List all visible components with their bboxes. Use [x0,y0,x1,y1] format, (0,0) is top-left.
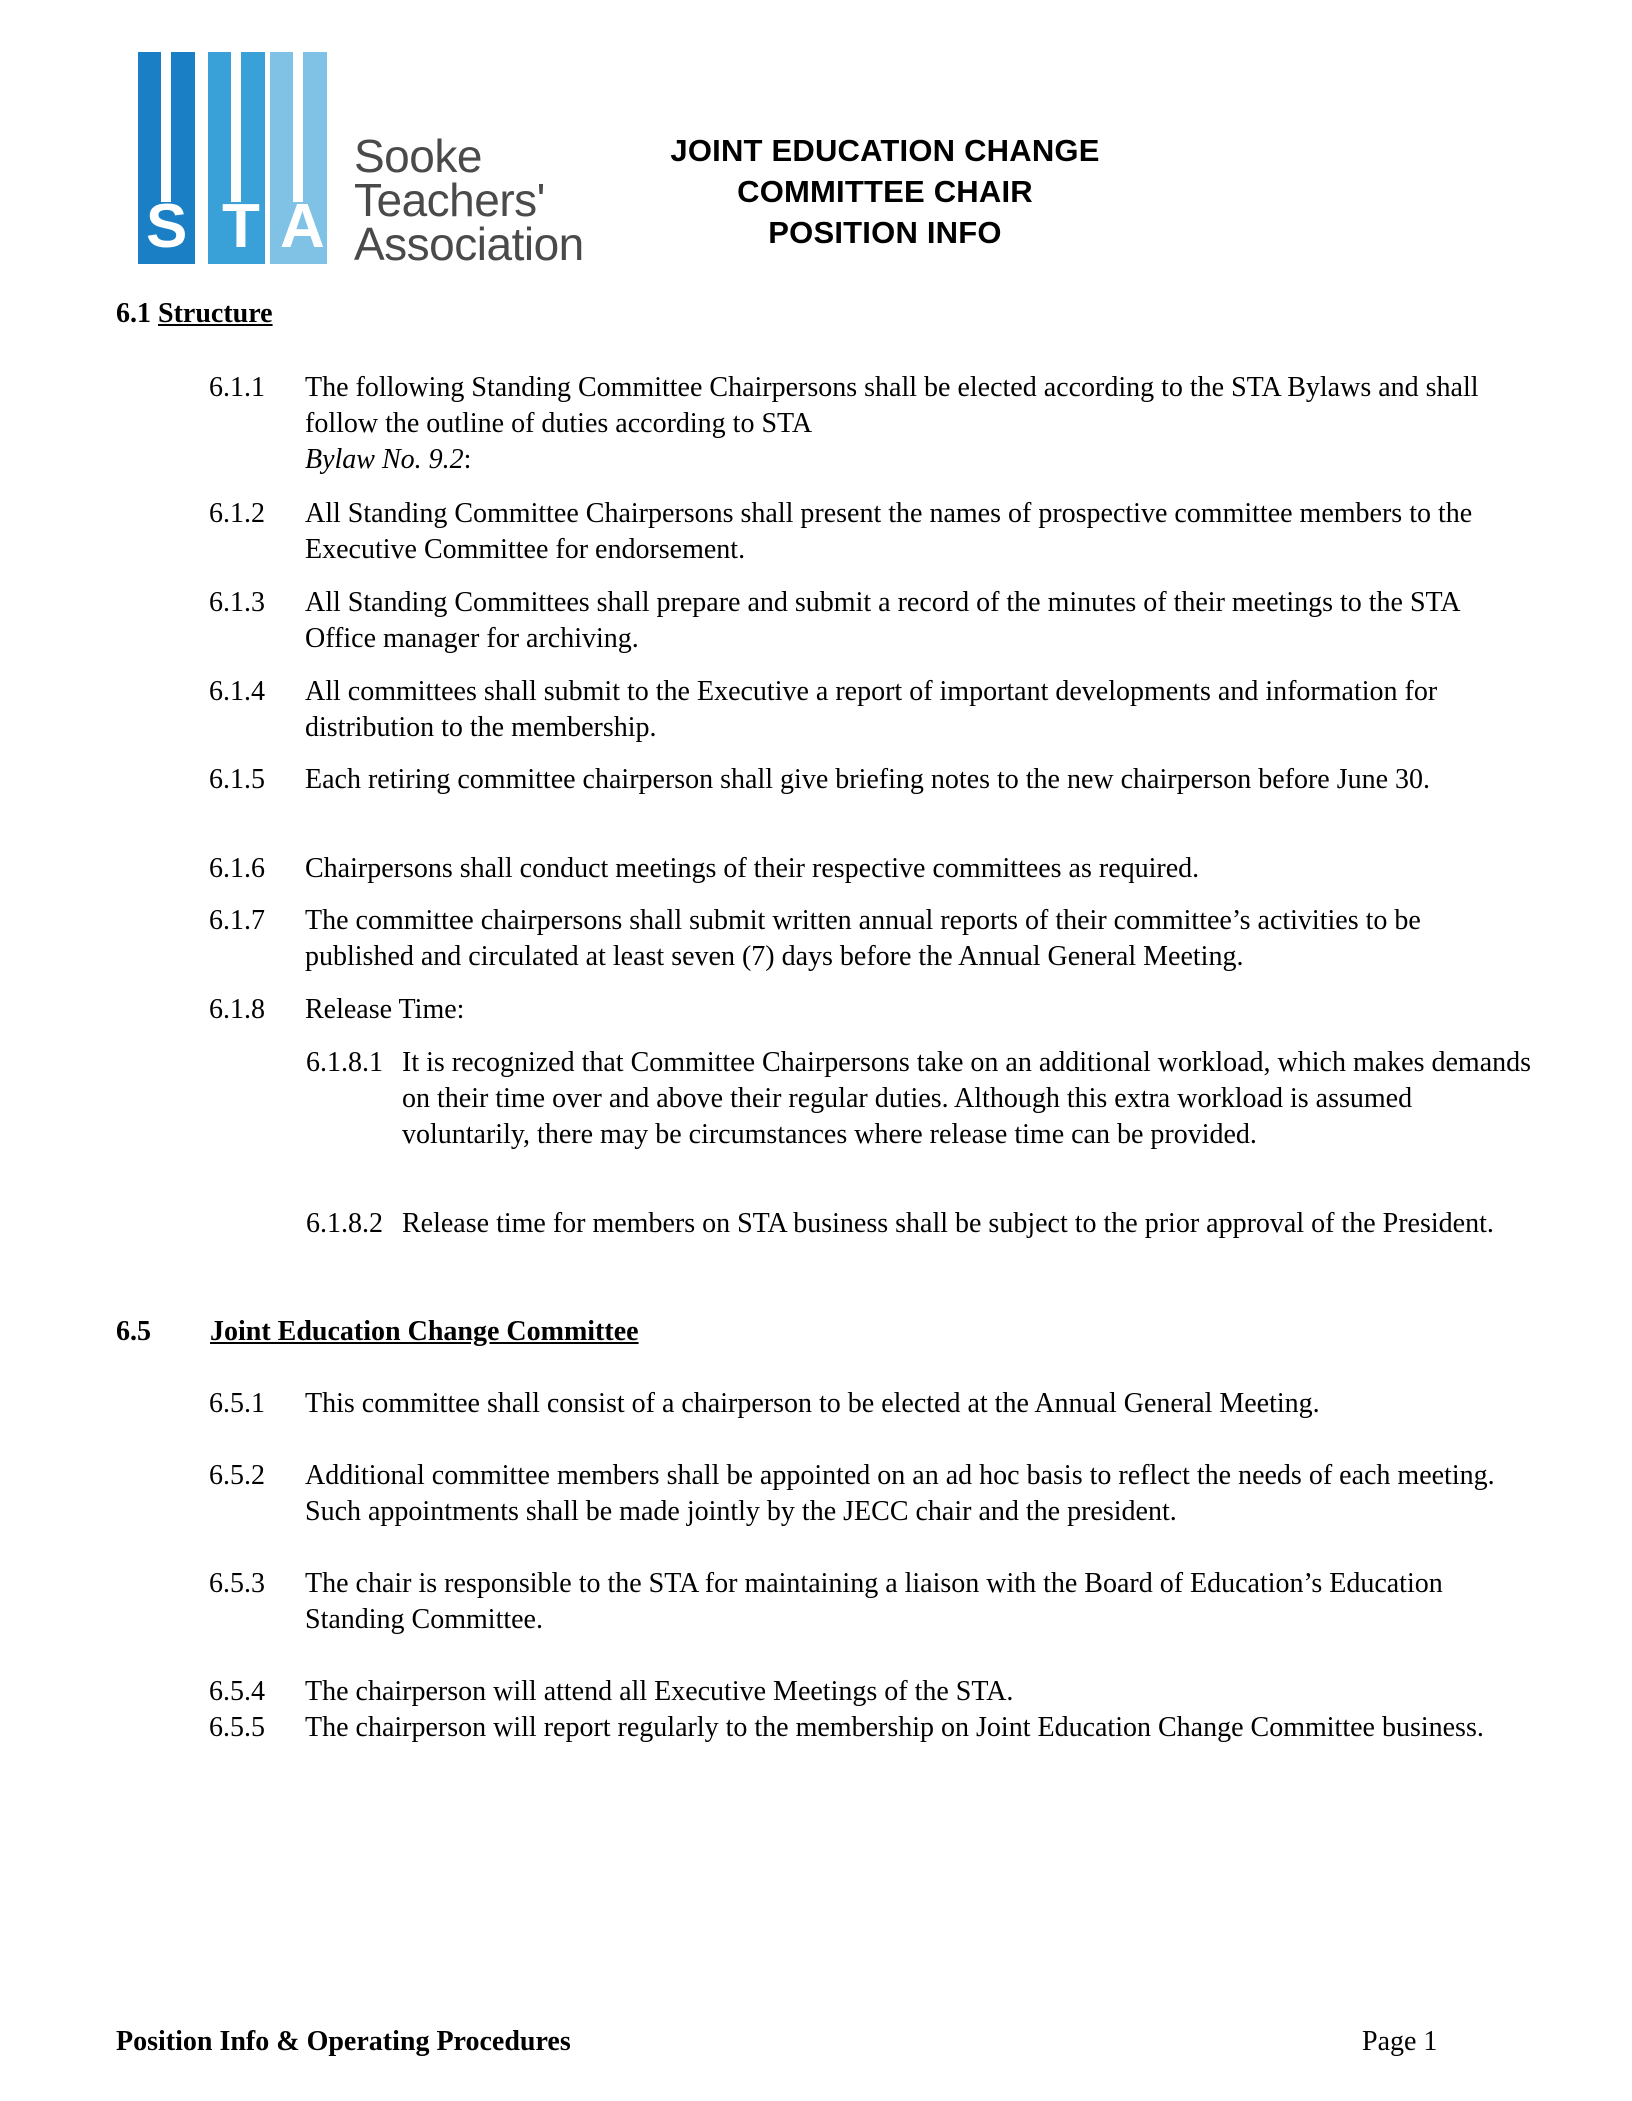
clause-number: 6.1.1 [209,372,265,403]
title-line: COMMITTEE CHAIR [737,174,1033,209]
subclause-number: 6.1.8.2 [306,1208,383,1239]
clause-number: 6.5.4 [209,1676,265,1707]
clause-text: All committees shall submit to the Executive a report of important developments and information for distribution to the membership. [305,676,1438,743]
logo-letter-s: S [146,192,188,261]
clause-item [209,992,1529,1028]
clause-number: 6.1.4 [209,676,265,707]
footer-document-name: Position Info & Operating Procedures [116,2026,571,2057]
clause-text-main: The following Standing Committee Chairpersons shall be elected according to the STA Bylaws and shall follow the outline of duties according to STA [305,372,1479,439]
clause-item [209,1674,1529,1710]
clause-item [209,496,1529,568]
section-number: 6.5 [116,1316,151,1347]
clause-item [209,674,1529,746]
clause-text: The committee chairpersons shall submit written annual reports of their committee’s activities to be published and circulated at least seven (7) days before the Annual General Meeting. [305,905,1421,972]
clause-number: 6.5.1 [209,1388,265,1419]
clause-number: 6.1.6 [209,853,265,884]
clause-text: Each retiring committee chairperson shall give briefing notes to the new chairperson before June 30. [305,764,1431,795]
clause-text: Additional committee members shall be appointed on an ad hoc basis to reflect the needs of each meeting. Such appointments shall be made jointly by the JECC chair and the president. [305,1460,1495,1527]
clause-text [305,370,1529,478]
clause-item [209,1386,1529,1422]
logo-stripe [231,52,241,202]
clause-item [209,370,1529,478]
section-number: 6.1 [116,298,151,329]
clause-text: The chairperson will report regularly to the membership on Joint Education Change Committee business. [305,1712,1484,1743]
clause-text: All Standing Committees shall prepare and submit a record of the minutes of their meetings to the STA Office manager for archiving. [305,587,1460,654]
section-title: Structure [158,298,273,329]
section-title: Joint Education Change Committee [210,1316,639,1347]
logo-org-line: Association [354,218,584,270]
logo-stripe [161,52,171,202]
logo-letters [138,190,328,264]
sta-logo [138,52,588,272]
subclause-text: Release time for members on STA business shall be subject to the prior approval of the President. [402,1208,1494,1239]
clause-number: 6.5.3 [209,1568,265,1599]
clause-text: Chairpersons shall conduct meetings of their respective committees as required. [305,853,1200,884]
clause-number: 6.5.5 [209,1712,265,1743]
logo-letter-a: A [280,192,325,261]
clause-text: Release Time: [305,994,465,1025]
subclause-text: It is recognized that Committee Chairpersons take on an additional workload, which makes demands on their time over and above their regular duties. Although this extra workload is assumed voluntarily, there may be circumstances where release time can be provided. [402,1047,1532,1150]
clause-text-italic: Bylaw No. 9.2 [305,444,464,475]
clause-item [209,1710,1529,1746]
clause-number: 6.1.2 [209,498,265,529]
clause-item [209,903,1529,975]
logo-org-name [354,130,584,270]
clause-number: 6.1.8 [209,994,265,1025]
clause-text: All Standing Committee Chairpersons shall present the names of prospective committee members to the Executive Committee for endorsement. [305,498,1473,565]
clause-number: 6.1.7 [209,905,265,936]
clause-item [209,1458,1529,1530]
logo-org-line: Sooke [354,130,482,182]
document-title [640,130,1130,253]
clause-number: 6.1.3 [209,587,265,618]
logo-org-line: Teachers' [354,174,545,226]
footer-page-number: Page 1 [1362,2026,1438,2057]
clause-text: This committee shall consist of a chairperson to be elected at the Annual General Meeting. [305,1388,1320,1419]
clause-item [209,1566,1529,1638]
clause-number: 6.5.2 [209,1460,265,1491]
clause-text: The chairperson will attend all Executive Meetings of the STA. [305,1676,1014,1707]
clause-text: The chair is responsible to the STA for maintaining a liaison with the Board of Education’s Education Standing Committee. [305,1568,1443,1635]
logo-stripe [293,52,303,202]
clause-item [209,851,1529,887]
clause-text-end: : [463,444,472,475]
logo-letter-t: T [222,192,260,261]
subclause-item [306,1206,1546,1242]
clause-item [209,585,1529,657]
section-heading-jecc [116,1314,816,1350]
subclause-item [306,1045,1546,1153]
clause-number: 6.1.5 [209,764,265,795]
subclause-number: 6.1.8.1 [306,1047,383,1078]
title-line: POSITION INFO [768,215,1002,250]
section-heading-structure [116,296,273,332]
clause-item [209,762,1529,798]
title-line: JOINT EDUCATION CHANGE [670,133,1100,168]
